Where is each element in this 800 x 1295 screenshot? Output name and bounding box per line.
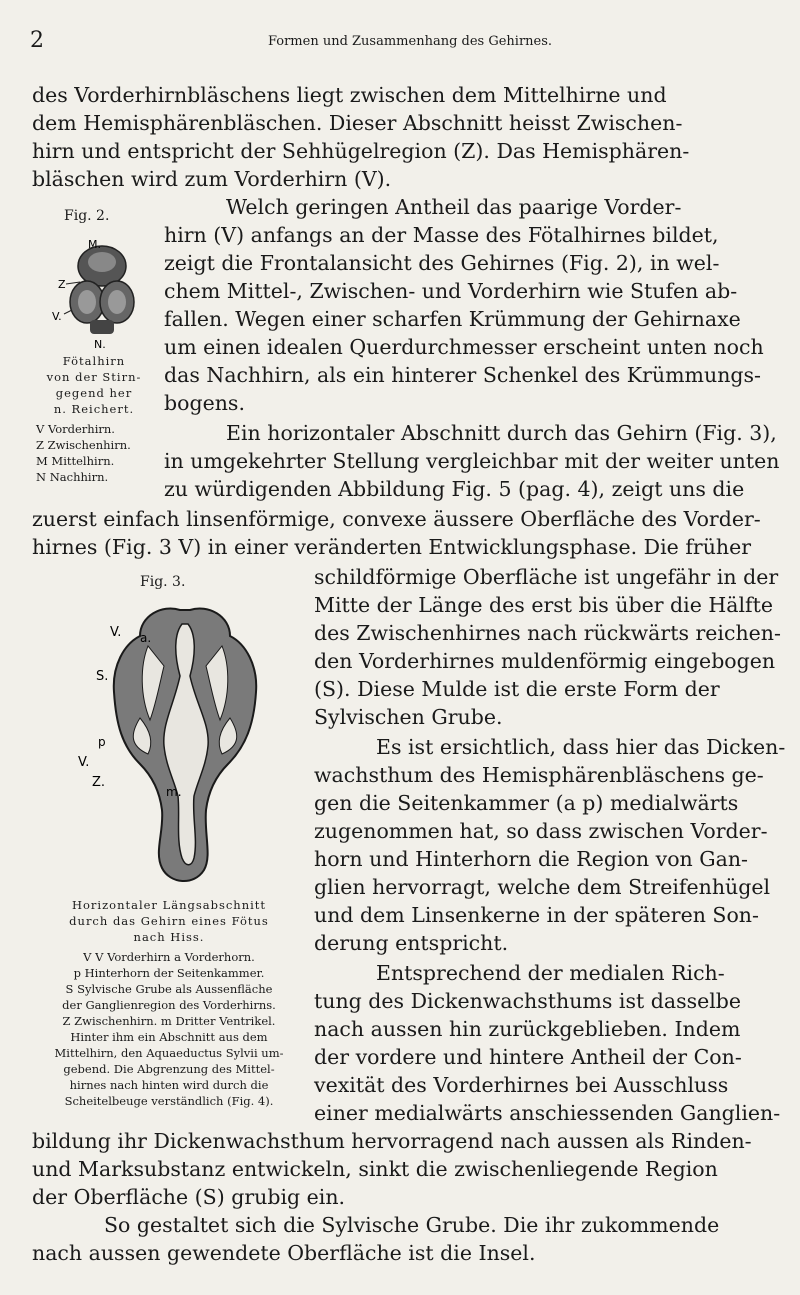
text-line: glien hervorragt, welche dem Streifenhügel [314,875,771,899]
text-line: in umgekehrter Stellung vergleichbar mit der weiter unten [164,449,780,473]
fig3-legend-line: gebend. Die Abgrenzung des Mittel- [63,1062,275,1076]
text-line: und Marksubstanz entwickeln, sinkt die zwischenliegende Region [32,1157,718,1181]
fig3-legend-line: hirnes nach hinten wird durch die [69,1078,269,1092]
fig3-label-v-bottom: V. [78,755,90,770]
text-line: hirn und entspricht der Sehhügelregion (Z). Das Hemisphären- [32,139,690,163]
fig3-caption-line: nach Hiss. [133,930,205,944]
text-line: den Vorderhirnes muldenförmig eingebogen [314,649,776,673]
text-line: derung entspricht. [314,931,509,955]
fig2-caption-line: Fötalhirn [62,354,126,368]
text-line: horn und Hinterhorn die Region von Gan- [314,847,748,871]
fig3-legend-line: Hinter ihm ein Abschnitt aus dem [70,1030,268,1044]
text-line: tung des Dickenwachsthums ist dasselbe [314,989,742,1013]
text-line: (S). Diese Mulde ist die erste Form der [314,677,720,701]
text-line: des Vorderhirnbläschens liegt zwischen dem Mittelhirne und [32,83,667,107]
text-line: nach aussen hin zurückgeblieben. Indem [314,1017,741,1041]
fig2-legend-line: V Vorderhirn. [36,422,115,436]
text-line: hirnes (Fig. 3 V) in einer veränderten Entwicklungsphase. Die früher [32,535,752,559]
text-line: der vordere und hintere Antheil der Con- [314,1045,742,1069]
text-line: wachsthum des Hemisphärenbläschens ge- [314,763,764,787]
text-line: vexität des Vorderhirnes bei Ausschluss [314,1073,729,1097]
fig3-label-v-top: V. [110,625,122,640]
fig3-label-p: p [98,735,106,749]
fig3-label-s: S. [96,669,109,684]
text-line: Sylvischen Grube. [314,705,503,729]
text-line: hirn (V) anfangs an der Masse des Fötalhirnes bildet, [164,223,719,247]
fig2-illustration [50,232,160,354]
fig2-legend-line: M Mittelhirn. [36,454,115,468]
fig3-legend-line: Mittelhirn, den Aquaeductus Sylvii um- [54,1046,284,1060]
page-number: 2 [30,28,44,53]
text-line: Mitte der Länge des erst bis über die Hälfte [314,593,773,617]
fig2-title: Fig. 2. [64,208,110,224]
text-line: chem Mittel-, Zwischen- und Vorderhirn wie Stufen ab- [164,279,738,303]
text-line: einer medialwärts anschiessenden Ganglien- [314,1101,781,1125]
fig2-caption-line: gegend her [55,386,133,400]
text-line: bläschen wird zum Vorderhirn (V). [32,167,392,191]
fig3-legend-line: der Ganglienregion des Vorderhirns. [62,998,276,1012]
text-line: dem Hemisphärenbläschen. Dieser Abschnitt heisst Zwischen- [32,111,683,135]
fig3-caption-line: durch das Gehirn eines Fötus [69,914,269,928]
text-line: Es ist ersichtlich, dass hier das Dicken- [376,735,786,759]
running-title: Formen und Zusammenhang des Gehirnes. [267,34,553,49]
fig3-caption-line: Horizontaler Längsabschnitt [71,898,267,912]
fig3-label-m: m. [166,785,182,799]
text-line: zugenommen hat, so dass zwischen Vorder- [314,819,768,843]
text-line: So gestaltet sich die Sylvische Grube. Die ihr zukommende [104,1213,720,1237]
text-line: und dem Linsenkerne in der späteren Son- [314,903,759,927]
fig2-label-n: N. [94,338,106,351]
fig2-legend-line: N Nachhirn. [36,470,109,484]
fig3-label-a: a. [140,631,152,645]
text-line: um einen idealen Querdurchmesser erscheint unten noch [164,335,764,359]
text-line: bogens. [164,391,245,415]
fig2-legend-line: Z Zwischenhirn. [36,438,131,452]
fig2-label-z: Z [58,278,66,291]
text-line: schildförmige Oberfläche ist ungefähr in der [314,565,779,589]
fig3-label-z: Z. [92,775,106,790]
fig3-legend-line: Z Zwischenhirn. m Dritter Ventrikel. [62,1014,276,1028]
text-line: der Oberfläche (S) grubig ein. [32,1185,346,1209]
text-line: zeigt die Frontalansicht des Gehirnes (Fig. 2), in wel- [164,251,720,275]
text-line: Ein horizontaler Abschnitt durch das Gehirn (Fig. 3), [226,421,777,445]
fig3-illustration [70,596,300,892]
text-line: Welch geringen Antheil das paarige Vorder- [226,195,682,219]
text-line: nach aussen gewendete Oberfläche ist die Insel. [32,1241,536,1265]
fig3-legend-line: Scheitelbeuge verständlich (Fig. 4). [64,1094,274,1108]
text-line: zuerst einfach linsenförmige, convexe äussere Oberfläche des Vorder- [32,507,761,531]
fig2-label-m: M. [88,238,101,251]
text-line: fallen. Wegen einer scharfen Krümmung der Gehirnaxe [164,307,741,331]
text-line: Entsprechend der medialen Rich- [376,961,725,985]
text-line: des Zwischenhirnes nach rückwärts reichen- [314,621,781,645]
fig2-caption-line: von der Stirn- [46,370,142,384]
fig3-title: Fig. 3. [140,574,186,590]
fig2-label-v: V. [52,310,62,323]
fig3-legend-line: S Sylvische Grube als Aussenfläche [65,982,273,996]
fig2-caption-line: n. Reichert. [53,402,135,416]
fig3-legend-line: V V Vorderhirn a Vorderhorn. [83,950,255,964]
text-line: das Nachhirn, als ein hinterer Schenkel des Krümmungs- [164,363,761,387]
text-line: zu würdigenden Abbildung Fig. 5 (pag. 4), zeigt uns die [164,477,745,501]
text-line: bildung ihr Dickenwachsthum hervorragend nach aussen als Rinden- [32,1129,752,1153]
text-line: gen die Seitenkammer (a p) medialwärts [314,791,739,815]
fig3-legend-line: p Hinterhorn der Seitenkammer. [73,966,265,980]
